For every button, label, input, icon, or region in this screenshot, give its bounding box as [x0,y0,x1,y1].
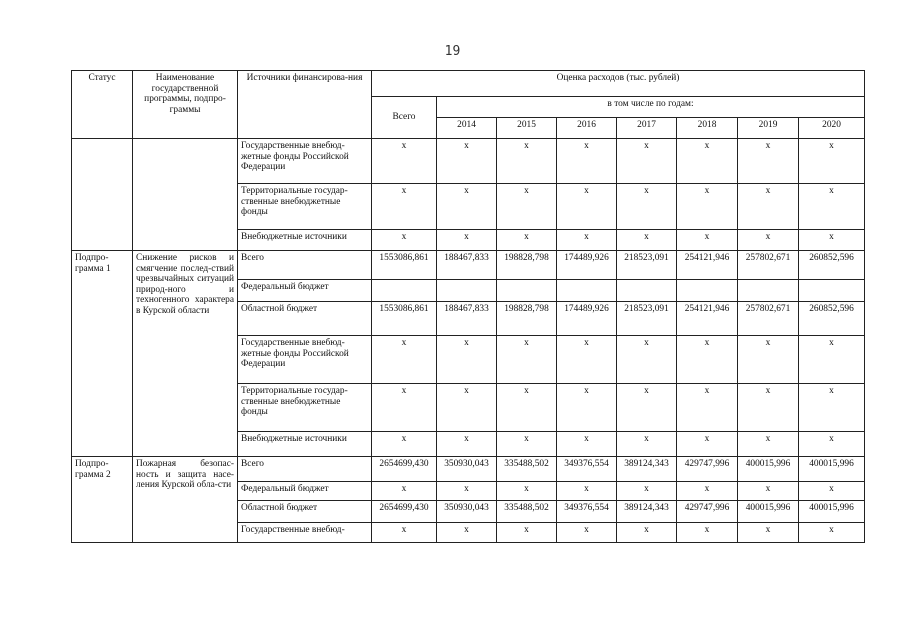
row-value [557,280,617,302]
row-value: x [617,384,677,432]
header-year: 2018 [677,118,738,139]
row-value: 254121,946 [677,302,738,336]
row-value: 198828,798 [497,251,557,280]
header-year: 2020 [799,118,865,139]
row-value: x [557,336,617,384]
header-sources: Источники финансирова-ния [238,71,372,139]
row-value: 389124,343 [617,501,677,523]
row-value: x [799,384,865,432]
expenditure-table [71,70,865,543]
row-value: x [677,432,738,457]
row-value: x [497,184,557,230]
row-value: x [372,184,437,230]
row-value: x [557,230,617,251]
row-value: 2654699,430 [372,501,437,523]
row-value: x [677,336,738,384]
row-source: Внебюджетные источники [238,230,372,251]
row-value: 188467,833 [437,251,497,280]
row-value: x [497,432,557,457]
row-value: x [437,432,497,457]
row-value: 350930,043 [437,501,497,523]
row-value: x [799,482,865,501]
row-value [738,280,799,302]
row-source: Всего [238,251,372,280]
header-program-name: Наименование государственной программы, подпро-граммы [133,71,238,139]
row-value: 335488,502 [497,457,557,482]
row-value: x [557,523,617,543]
row-value: x [738,523,799,543]
row-value: x [738,384,799,432]
row-value: x [437,523,497,543]
row-value: x [372,230,437,251]
row-value [799,280,865,302]
row-value: x [617,482,677,501]
row-value: 1553086,861 [372,251,437,280]
row-status: Подпро-грамма 2 [72,457,133,543]
row-value: x [372,384,437,432]
row-value: 335488,502 [497,501,557,523]
row-value: x [617,432,677,457]
row-value: x [617,523,677,543]
row-value: 254121,946 [677,251,738,280]
row-status: Подпро-грамма 1 [72,251,133,457]
row-program-name: Пожарная безопас-ность и защита насе-ления Курской обла-сти [133,457,238,543]
row-value: x [497,139,557,184]
row-value: x [799,523,865,543]
row-source: Федеральный бюджет [238,482,372,501]
row-value: x [677,230,738,251]
row-value: 429747,996 [677,501,738,523]
page-number: 19 [444,44,461,59]
row-value: x [677,384,738,432]
row-value: x [799,230,865,251]
row-value: x [738,482,799,501]
row-value: 257802,671 [738,302,799,336]
row-value: x [497,523,557,543]
row-value: 198828,798 [497,302,557,336]
row-value: x [738,230,799,251]
row-program-name [133,139,238,251]
row-value: x [437,184,497,230]
row-value: x [557,432,617,457]
row-value: x [372,432,437,457]
row-value: x [497,384,557,432]
row-source: Внебюджетные источники [238,432,372,457]
row-value: x [617,139,677,184]
row-value: x [799,184,865,230]
header-by-years: в том числе по годам: [437,97,865,118]
row-value: 174489,926 [557,302,617,336]
table-row [72,139,865,184]
row-status [72,139,133,251]
row-value: x [497,230,557,251]
table-row [72,251,865,280]
row-value: x [497,482,557,501]
row-value [372,280,437,302]
header-total: Всего [372,97,437,139]
row-value: x [372,523,437,543]
row-value: 400015,996 [799,457,865,482]
row-value: x [738,139,799,184]
row-value: 400015,996 [799,501,865,523]
row-value: 257802,671 [738,251,799,280]
header-year: 2014 [437,118,497,139]
row-value [437,280,497,302]
row-value [617,280,677,302]
row-value: x [437,482,497,501]
row-value: x [799,139,865,184]
row-value: 260852,596 [799,302,865,336]
row-value: x [799,432,865,457]
row-value: x [497,336,557,384]
row-value: x [677,139,738,184]
row-program-name: Снижение рисков и смягчение послед-ствий чрезвычайных ситуаций природ-ного и техногенного характера в Курской области [133,251,238,457]
row-value: 400015,996 [738,501,799,523]
row-value: x [799,336,865,384]
row-source: Областной бюджет [238,302,372,336]
table-row [72,457,865,482]
row-value [677,280,738,302]
header-year: 2015 [497,118,557,139]
row-value: x [437,384,497,432]
row-source: Областной бюджет [238,501,372,523]
row-value: x [372,139,437,184]
row-value: x [437,336,497,384]
row-value: 350930,043 [437,457,497,482]
row-value: x [557,139,617,184]
row-value: x [677,184,738,230]
row-value: x [738,336,799,384]
row-value: x [677,482,738,501]
row-value: x [437,230,497,251]
row-source: Всего [238,457,372,482]
header-estimate: Оценка расходов (тыс. рублей) [372,71,865,97]
row-value: x [617,230,677,251]
row-value: 174489,926 [557,251,617,280]
row-value: x [617,336,677,384]
row-value: x [617,184,677,230]
row-value: 400015,996 [738,457,799,482]
header-year: 2016 [557,118,617,139]
row-value: 260852,596 [799,251,865,280]
row-value: 349376,554 [557,457,617,482]
row-source: Государственные внебюд-жетные фонды Российской Федерации [238,336,372,384]
row-value: 218523,091 [617,251,677,280]
row-source: Территориальные государ-ственные внебюджетные фонды [238,384,372,432]
row-value: 1553086,861 [372,302,437,336]
header-year: 2019 [738,118,799,139]
row-source: Территориальные государ-ственные внебюджетные фонды [238,184,372,230]
row-value: x [437,139,497,184]
row-value: 349376,554 [557,501,617,523]
row-value [497,280,557,302]
row-value: x [738,432,799,457]
row-source: Федеральный бюджет [238,280,372,302]
row-value: x [557,184,617,230]
row-value: 389124,343 [617,457,677,482]
row-value: x [738,184,799,230]
row-value: x [372,336,437,384]
row-value: x [372,482,437,501]
header-status: Статус [72,71,133,139]
row-value: x [557,384,617,432]
row-value: 218523,091 [617,302,677,336]
row-source: Государственные внебюд-жетные фонды Российской Федерации [238,139,372,184]
row-value: 2654699,430 [372,457,437,482]
row-value: 188467,833 [437,302,497,336]
row-value: 429747,996 [677,457,738,482]
row-value: x [557,482,617,501]
header-year: 2017 [617,118,677,139]
row-source: Государственные внебюд- [238,523,372,543]
row-value: x [677,523,738,543]
